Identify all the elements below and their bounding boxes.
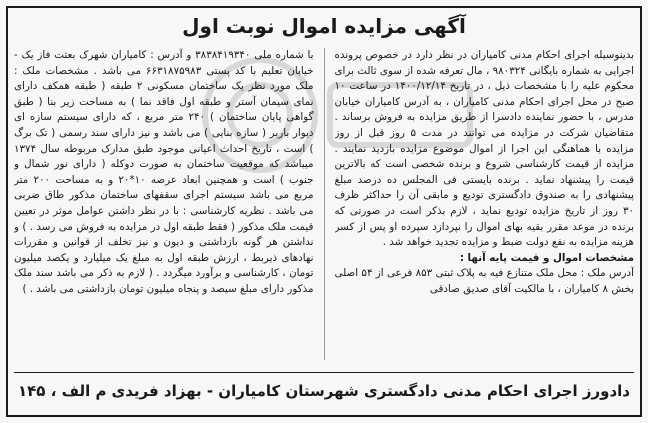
notice-footer (14, 372, 634, 409)
notice-right-column (335, 48, 635, 360)
column-divider (324, 48, 325, 360)
property-specs-heading: مشخصات اموال و قیمت پایه آنها : (459, 251, 634, 264)
property-address-paragraph: آدرس ملک : محل ملک متنازع فیه به پلاک ثبتی ۸۵۳ فرعی از ۵۴ اصلی بخش ۸ کامیاران ، با مالکیت آقای صدیق صادقی (334, 267, 634, 295)
notice-title: آگهی مزایده اموال نوبت اول (182, 14, 466, 38)
property-details-paragraph: با شماره ملی ۳۸۳۸۴۱۹۳۴۰ و آدرس : کامیاران شهرک بعثت فاز یک - خیابان تعلیم با کد پستی ۶۶۳۱۸۷۵۹۸۳ می باشد . مشخصات ملک : ملک مورد نظر یک ساختمان مسکونی ۲ طبقه ( طبقه همکف دارای نمای سیمان آستر و طبقه اول فاقد نما ) به مساحت زیر بنا ( طبق گواهی پایان ساختمان ) ۲۴۰ متر مربع ، که دارای سیستم سازه ای دیوار باربر ( سازه بنایی ) می باشد و نیز دارای سند رسمی ( تک برگ ) است ، تاریخ احداث اعیانی موجود طبق مدارک مربوطه سال ۱۳۷۴ میباشد که موقعیت ساختمان به صورت دوکله ( دارای نور شمال و جنوب ) است و همچنین ابعاد عرصه ۱۰*۲۰ و به مساحت ۲۰۰ متر مربع می باشد سیستم اجرای سقفهای ساختمان مذکور طاق ضربی می باشد . نظریه کارشناسی : با در نظر داشتن عوامل موثر در تعیین قیمت ملک مذکور ( فقط طبقه اول در مزایده به فروش می رسد . ) و نداشتن هر گونه بازداشتی و دیون و نیز تخلف از قوانین و مقررات نهادهای ذیربط ، ارزش طبقه اول به مبلغ یک میلیارد و یکصد میلیون تومان ، کارشناسی و برآورد میگردد . ( لازم به ذکر می باشد سند ملک مذکور دارای مبلغ سیصد و پنجاه میلیون تومان بازداشتی می باشد . ) (14, 49, 314, 295)
notice-body (14, 48, 634, 360)
signature-line: دادورز اجرای احکام مدنی دادگستری شهرستان کامیاران - بهزاد فریدی (111, 382, 630, 400)
notice-left-column (14, 48, 314, 360)
notice-intro-paragraph: بدینوسیله اجرای احکام مدنی کامیاران در نظر دارد در خصوص پرونده اجرایی به شماره بایگانی ۹۸۰۳۲۴ ، مال تعرفه شده از سوی ثالث برای محکوم علیه را با مشخصات ذیل ، در تاریخ ۱۴۰۰/۱۲/۱۴ در ساعت ۱۰ صبح در محل اجرای احکام مدنی کامیاران ، به آدرس کامیاران خیابان مدرس ، با حضور نماینده دادسرا از طریق مزایده به فروش برساند . متقاضیان شرکت در مزایده می توانند در مدت ۵ روز قبل از روز مزایده با هماهنگی این اجرا از اموال موضوع مزایده بازدید نمایند . مزایده از قیمت کارشناسی شروع و برنده شخصی است که بالاترین قیمت را پیشنهاد نماید . برنده بایستی فی المجلس ده درصد مبلغ پیشنهادی را به صندوق دادگستری تودیع و مابقی آن را حداکثر ظرف ۳۰ روز از تاریخ مزایده تودیع نماید ، لازم بذکر است در صورتی که برنده در موعد مقرر بقیه بهای اموال را نپردازد سپرده او پس از کسر هزینه مزایده به نفع دولت ضبط و مزایده تجدید خواهد شد . (334, 49, 634, 249)
notice-code: م الف ، ۱۴۵ (18, 382, 107, 400)
